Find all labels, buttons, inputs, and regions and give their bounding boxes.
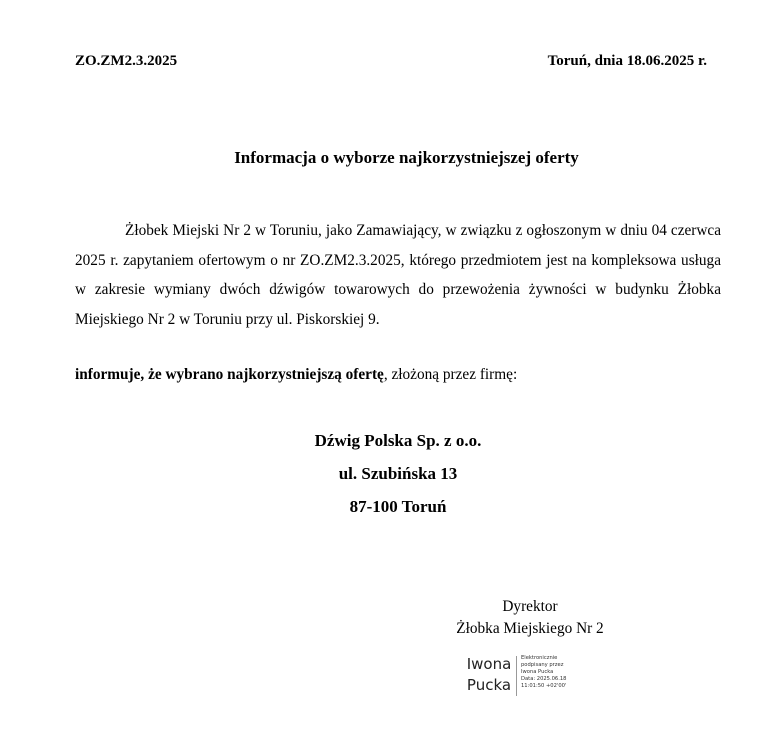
- signatory-block: [430, 596, 630, 640]
- signatory-institution: Żłobka Miejskiego Nr 2: [456, 620, 604, 637]
- signature-detail-line: 11:01:50 +02'00': [521, 683, 567, 689]
- inform-bold-text: informuje, że wybrano najkorzystniejszą ofertę: [75, 366, 384, 383]
- signature-detail-line: Iwona Pucka: [521, 669, 554, 675]
- place-and-date: Toruń, dnia 18.06.2025 r.: [547, 53, 707, 69]
- selected-company: [0, 424, 773, 523]
- company-name: Dźwig Polska Sp. z o.o.: [314, 431, 482, 450]
- signature-details: [521, 655, 566, 690]
- signature-detail-line: Elektronicznie: [521, 655, 558, 661]
- signature-detail-line: podpisany przez: [521, 662, 564, 668]
- signatory-role: Dyrektor: [502, 598, 558, 615]
- body-paragraph-text: Żłobek Miejski Nr 2 w Toruniu, jako Zamawiający, w związku z ogłoszonym w dniu 04 czerwca 2025 r. zapytaniem ofertowym o nr ZO.ZM2.3.2025, którego przedmiotem jest na kompleksowa usługa w zakresie wymiany dwóch dźwigów towarowych do przewożenia żywności w budynku Żłobka Miejskiego Nr 2 w Toruniu przy ul. Piskorskiej 9.: [75, 222, 721, 328]
- company-street: ul. Szubińska 13: [338, 464, 458, 483]
- signature-last-name: Pucka: [466, 676, 512, 694]
- inform-line: [75, 365, 517, 385]
- electronic-signature: [464, 654, 604, 700]
- body-paragraph: [75, 216, 721, 334]
- company-city: 87-100 Toruń: [349, 497, 447, 516]
- reference-number: ZO.ZM2.3.2025: [75, 53, 178, 69]
- signature-detail-line: Data: 2025.06.18: [521, 676, 567, 682]
- inform-rest-text: , złożoną przez firmę:: [383, 366, 518, 383]
- signature-divider: [516, 656, 517, 696]
- signature-name: [464, 654, 514, 696]
- signature-first-name: Iwona: [466, 655, 512, 673]
- document-title: Informacja o wyborze najkorzystniejszej oferty: [234, 148, 579, 167]
